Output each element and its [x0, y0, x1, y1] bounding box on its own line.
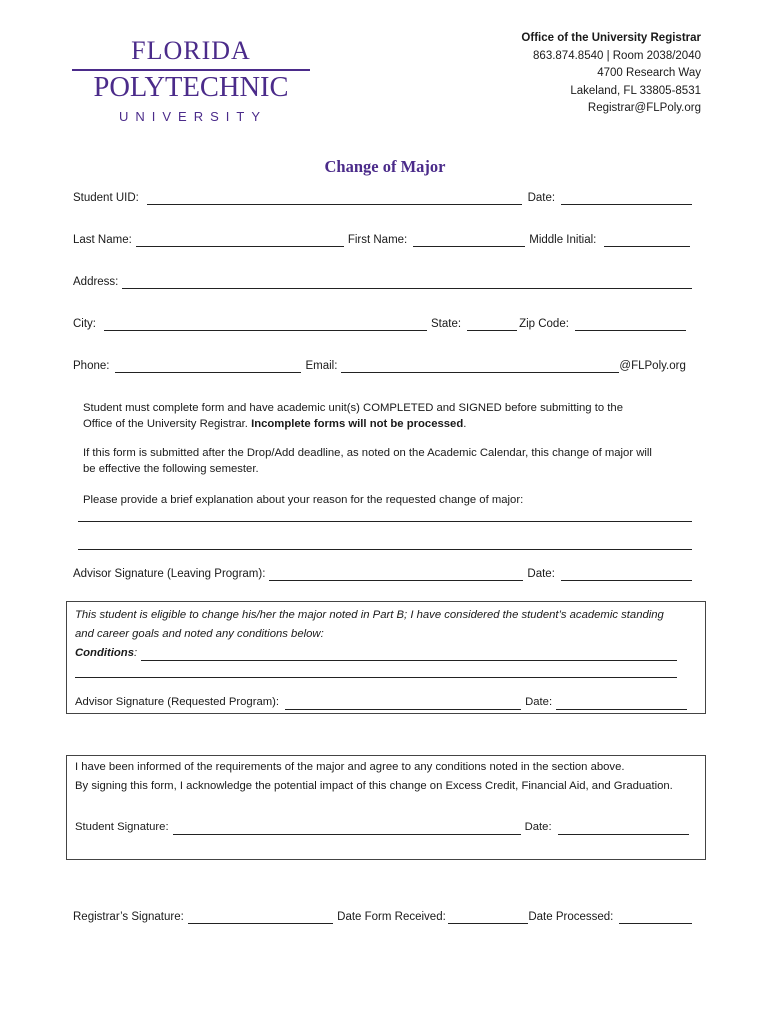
office-city: Lakeland, FL 33805-8531 [570, 84, 701, 97]
advisor-leaving-date-label: Date: [527, 568, 555, 580]
last-name-label: Last Name: [73, 234, 132, 246]
student-signature-row [75, 819, 689, 835]
student-uid-label: Student UID: [73, 192, 139, 204]
student-signature-label: Student Signature: [75, 821, 169, 833]
address-field[interactable] [122, 277, 692, 289]
conditions-label: Conditions [75, 647, 134, 659]
registrar-signature-label: Registrar’s Signature: [73, 911, 184, 923]
phone-label: Phone: [73, 360, 110, 372]
row-city-state-zip [73, 315, 692, 331]
explanation-line-1[interactable] [78, 521, 692, 522]
registrar-office-block [521, 30, 701, 118]
date-field[interactable] [561, 193, 692, 205]
acknowledgement-box [66, 755, 706, 860]
ack-line1: I have been informed of the requirements of the major and agree to any conditions noted in the section above. [75, 761, 625, 773]
office-title: Office of the University Registrar [521, 32, 701, 44]
date-processed-label: Date Processed: [528, 911, 614, 923]
city-label: City: [73, 318, 96, 330]
advisor-leaving-signature-field[interactable] [269, 569, 523, 581]
instruction-deadline-line1: If this form is submitted after the Drop/Add deadline, as noted on the Academic Calendar, this change of major will [83, 447, 652, 459]
zip-code-field[interactable] [575, 319, 686, 331]
advisor-leaving-label: Advisor Signature (Leaving Program): [73, 568, 266, 580]
email-field[interactable] [341, 361, 619, 373]
advisor-requested-row [75, 694, 687, 710]
row-names [73, 231, 692, 247]
address-label: Address: [73, 276, 119, 288]
conditions-field-line2[interactable] [75, 677, 677, 678]
eligibility-line2: and career goals and noted any conditions below: [75, 628, 324, 640]
instruction-period: . [463, 418, 467, 430]
middle-initial-label: Middle Initial: [529, 234, 597, 246]
logo-line-florida: FLORIDA [131, 36, 251, 65]
logo-line-university: UNIVERSITY [118, 108, 267, 124]
student-uid-field[interactable] [147, 193, 522, 205]
conditions-row [75, 645, 677, 661]
city-field[interactable] [104, 319, 427, 331]
row-phone-email [73, 357, 692, 373]
advisor-requested-signature-field[interactable] [285, 698, 521, 710]
ack-line2: By signing this form, I acknowledge the potential impact of this change on Excess Credit, Financial Aid, and Graduation. [75, 780, 673, 792]
row-registrar [73, 908, 692, 924]
office-street: 4700 Research Way [597, 67, 701, 79]
office-email: Registrar@FLPoly.org [587, 102, 701, 114]
explanation-prompt: Please provide a brief explanation about your reason for the requested change of major: [83, 494, 524, 506]
instruction-completion [83, 400, 683, 432]
last-name-field[interactable] [136, 235, 344, 247]
conditions-field-line1[interactable] [141, 649, 677, 661]
phone-field[interactable] [115, 361, 301, 373]
university-logo [72, 38, 310, 124]
date-received-label: Date Form Received: [337, 911, 446, 923]
date-processed-field[interactable] [619, 912, 692, 924]
state-field[interactable] [467, 319, 517, 331]
explanation-line-2[interactable] [78, 549, 692, 550]
zip-code-label: Zip Code: [519, 318, 569, 330]
conditions-colon: : [133, 647, 138, 659]
first-name-label: First Name: [347, 234, 408, 246]
instruction-text: Office of the University Registrar. [83, 418, 252, 430]
instruction-deadline [83, 445, 683, 477]
first-name-field[interactable] [413, 235, 525, 247]
eligibility-line1: This student is eligible to change his/her the major noted in Part B; I have considered the student’s academic standing [75, 609, 664, 621]
student-signature-field[interactable] [173, 823, 521, 835]
form-title: Change of Major [324, 157, 446, 176]
instruction-completion-line2 [83, 416, 683, 432]
row-address [73, 273, 692, 289]
student-signature-date-label: Date: [524, 821, 552, 833]
logo-line-polytechnic: POLYTECHNIC [93, 71, 289, 103]
logo-rule [72, 69, 310, 71]
date-received-field[interactable] [448, 912, 529, 924]
advisor-requested-label: Advisor Signature (Requested Program): [75, 696, 280, 708]
advisor-requested-date-field[interactable] [556, 698, 687, 710]
advisor-leaving-date-field[interactable] [561, 569, 692, 581]
instruction-completion-line1: Student must complete form and have academic unit(s) COMPLETED and SIGNED before submitting to the [83, 402, 623, 414]
incomplete-warning: Incomplete forms will not be processed [251, 418, 464, 430]
email-label: Email: [305, 360, 338, 372]
student-signature-date-field[interactable] [558, 823, 689, 835]
advisor-requested-date-label: Date: [525, 696, 553, 708]
email-suffix: @FLPoly.org [619, 360, 686, 372]
date-label: Date: [527, 192, 556, 204]
eligibility-box [66, 601, 706, 714]
registrar-signature-field[interactable] [188, 912, 333, 924]
office-phone-room: 863.874.8540 | Room 2038/2040 [533, 49, 701, 62]
middle-initial-field[interactable] [604, 235, 690, 247]
state-label: State: [431, 318, 462, 330]
row-advisor-leaving [73, 565, 692, 581]
row-student-uid [73, 189, 692, 205]
instruction-deadline-line2: be effective the following semester. [83, 463, 259, 475]
